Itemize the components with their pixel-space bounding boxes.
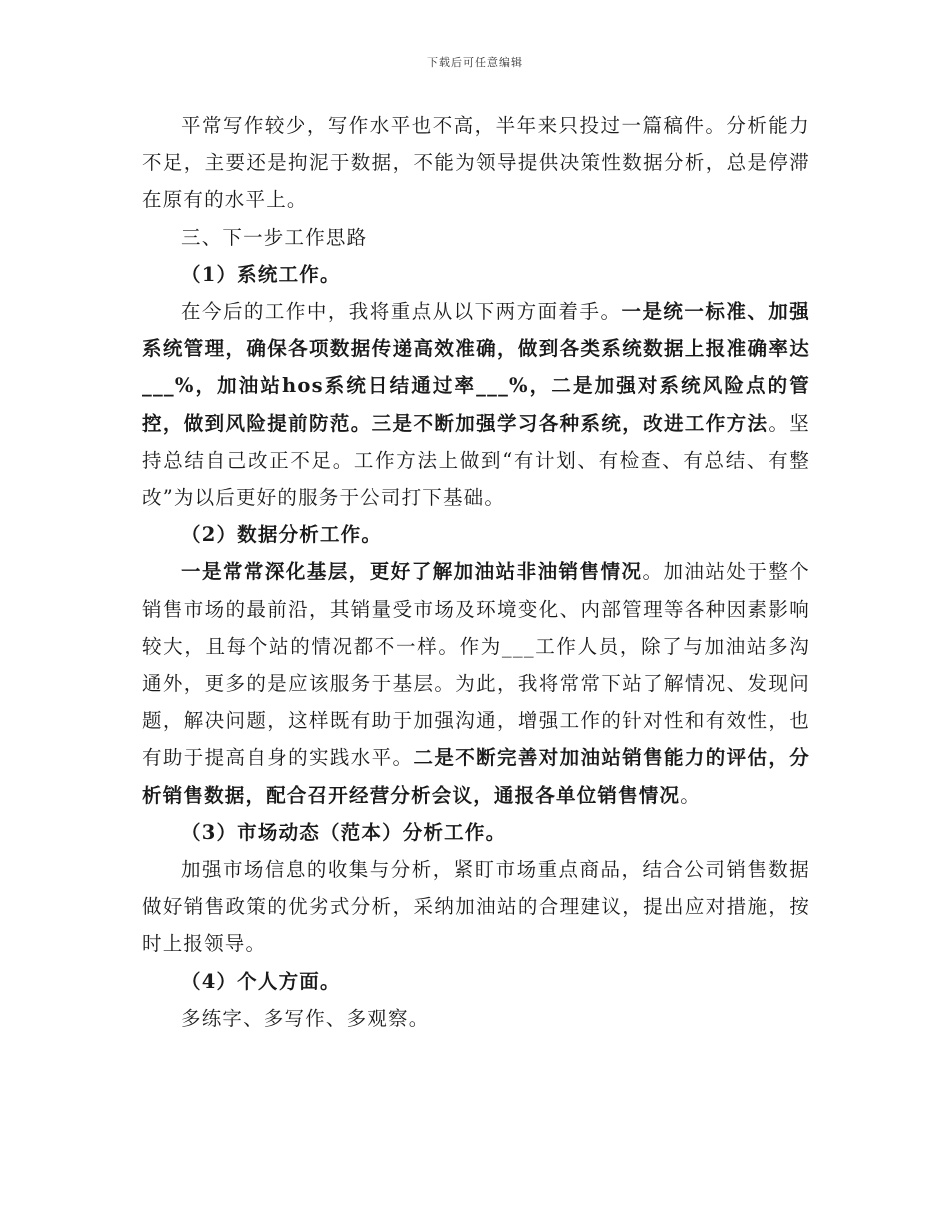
paragraph-data-analysis — [142, 553, 810, 813]
system-work-intro: 在今后的工作中，我将重点从以下两方面着手。 — [181, 300, 622, 324]
data-analysis-point-two: 二是不断完善对加油站销售能力的评估，分析销售数据，配合召开经营分析会议，通报各单位销售情况 — [142, 746, 810, 807]
subheading-market-analysis: （3）市场动态（范本）分析工作。 — [181, 820, 507, 844]
paragraph-system-work — [142, 293, 810, 516]
subheading-data-analysis: （2）数据分析工作。 — [181, 523, 383, 547]
document-body — [142, 107, 810, 1037]
paragraph-market-analysis: 加强市场信息的收集与分析，紧盯市场重点商品，结合公司销售数据做好销售政策的优劣式分析，采纳加油站的合理建议，提出应对措施，按时上报领导。 — [142, 858, 810, 956]
paragraph-personal: 多练字、多写作、多观察。 — [181, 1006, 430, 1030]
page-header: 下载后可任意编辑 — [427, 56, 523, 69]
section-heading-next-steps: 三、下一步工作思路 — [181, 225, 368, 249]
data-analysis-end: 。 — [680, 783, 701, 807]
subheading-personal: （4）个人方面。 — [181, 969, 341, 993]
paragraph-writing-ability: 平常写作较少，写作水平也不高，半年来只投过一篇稿件。分析能力不足，主要还是拘泥于数据，不能为领导提供决策性数据分析，总是停滞在原有的水平上。 — [142, 114, 810, 212]
data-analysis-detail: 。加油站处于整个销售市场的最前沿，其销量受市场及环境变化、内部管理等各种因素影响较大，且每个站的情况都不一样。作为___工作人员，除了与加油站多沟通外，更多的是应该服务于基层。为此，我将常常下站了解情况、发现问题，解决问题，这样既有助于加强沟通，增强工作的针对性和有效性，也有助于提高自身的实践水平。 — [142, 560, 810, 770]
system-work-conclusion: 。坚持总结自己改正不足。工作方法上做到“有计划、有检查、有总结、有整改”为以后更好的服务于公司打下基础。 — [142, 411, 810, 510]
system-work-key-points: 一是统一标准、加强系统管理，确保各项数据传递高效准确，做到各类系统数据上报准确率达___%，加油站hos系统日结通过率___%，二是加强对系统风险点的管控，做到风险提前防范。三是不断加强学习各种系统，改进工作方法 — [142, 300, 810, 435]
data-analysis-point-one: 一是常常深化基层，更好了解加油站非油销售情况 — [181, 560, 643, 584]
subheading-system-work: （1）系统工作。 — [181, 262, 341, 286]
